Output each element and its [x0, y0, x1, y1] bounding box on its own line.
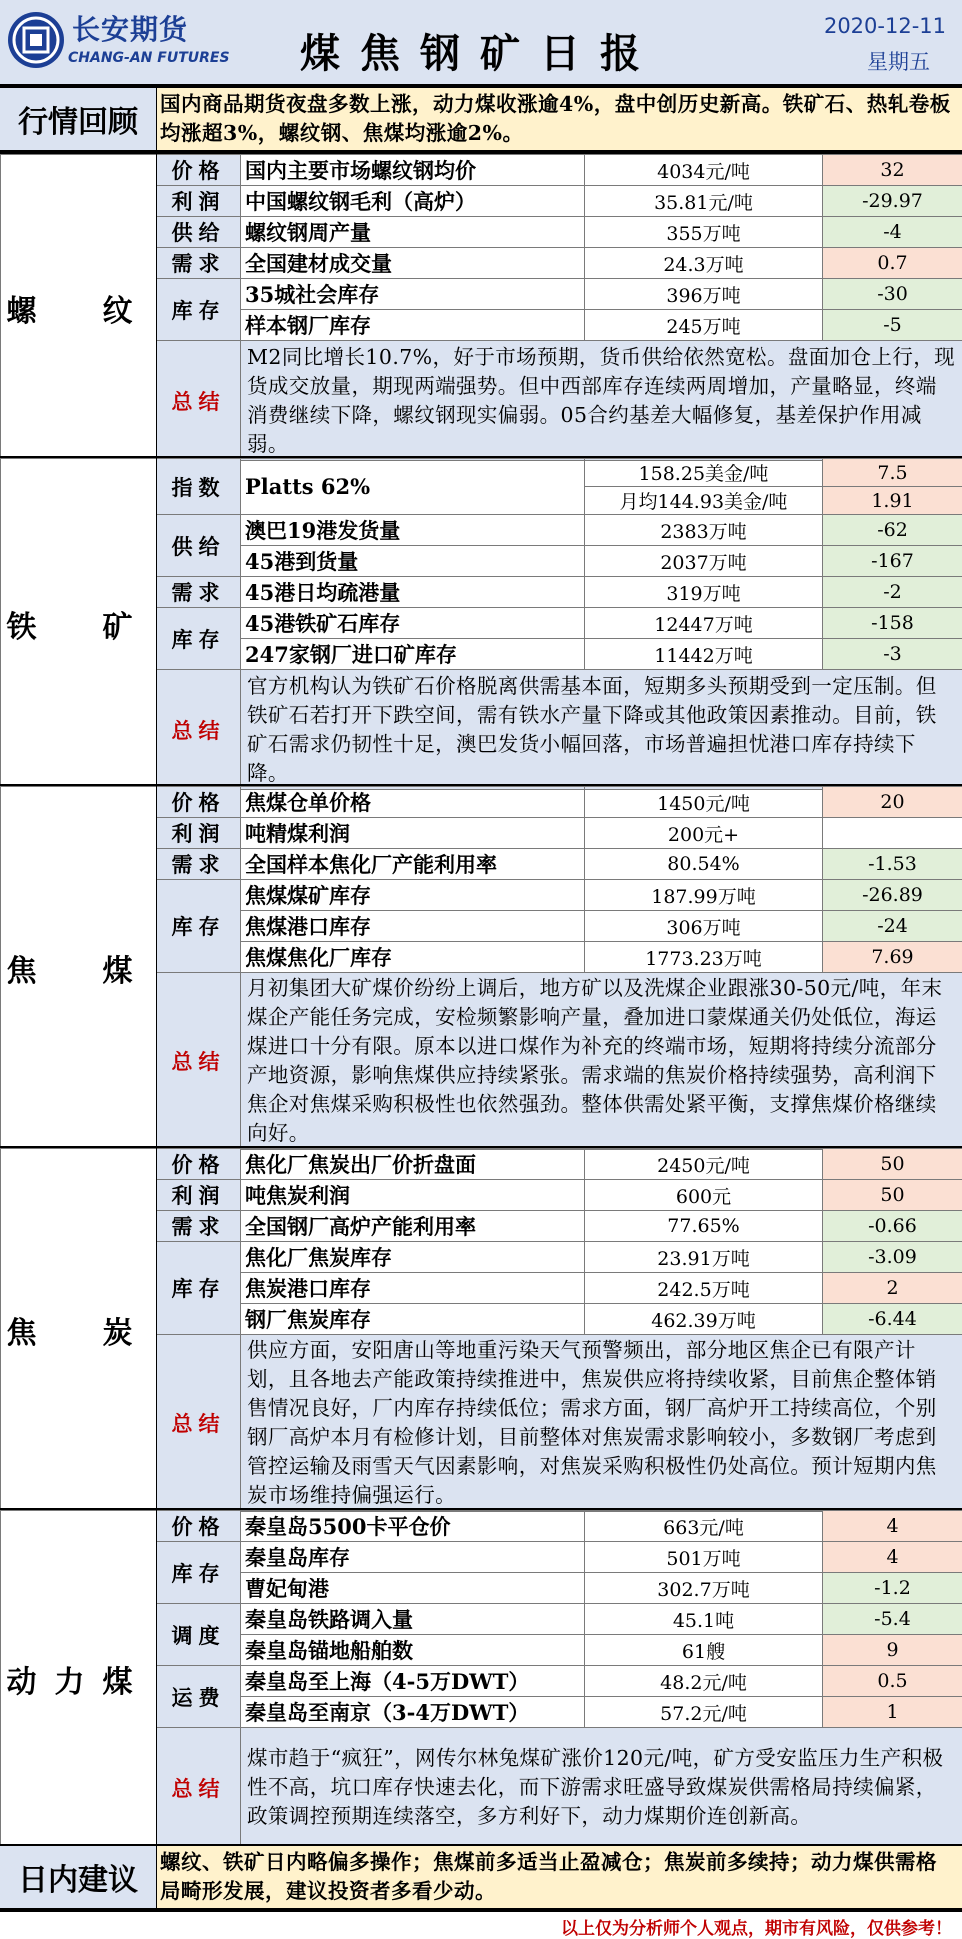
section-3: [0, 1146, 962, 1512]
indicator-change: -62: [823, 515, 962, 546]
indicator-change: -30: [823, 279, 962, 310]
company-name-cn: 长安期货: [72, 8, 188, 48]
indicator-change: 50: [823, 1180, 962, 1211]
indicator-value: 月均144.93美金/吨: [585, 487, 823, 515]
indicator-name: 焦煤港口库存: [241, 911, 585, 942]
indicator-value: 4034元/吨: [585, 155, 823, 186]
indicator-value: 355万吨: [585, 217, 823, 248]
report-date: 2020-12-11: [824, 14, 946, 38]
indicator-name: 秦皇岛5500卡平仓价: [241, 1511, 585, 1542]
indicator-value: 11442万吨: [585, 639, 823, 670]
table-row: [1, 459, 962, 487]
indicator-name: 秦皇岛库存: [241, 1542, 585, 1573]
indicator-change: 20: [823, 787, 962, 818]
indicator-name: 国内主要市场螺纹钢均价: [241, 155, 585, 186]
indicator-change: -0.66: [823, 1211, 962, 1242]
section-2: [0, 784, 962, 1150]
market-review-label: 行情回顾: [0, 88, 157, 150]
indicator-value: 45.1吨: [585, 1604, 823, 1635]
category-label: 需求: [157, 577, 241, 608]
section-1: [0, 456, 962, 790]
indicator-change: 9: [823, 1635, 962, 1666]
category-label: 需求: [157, 849, 241, 880]
indicator-value: 48.2元/吨: [585, 1666, 823, 1697]
category-label: 价格: [157, 155, 241, 186]
indicator-value: 245万吨: [585, 310, 823, 341]
indicator-name: 247家钢厂进口矿库存: [241, 639, 585, 670]
indicator-value: 57.2元/吨: [585, 1697, 823, 1728]
indicator-value: 2383万吨: [585, 515, 823, 546]
indicator-value: 600元: [585, 1180, 823, 1211]
indicator-name: 35城社会库存: [241, 279, 585, 310]
category-label: 价格: [157, 787, 241, 818]
indicator-name: 45港铁矿石库存: [241, 608, 585, 639]
indicator-name: 中国螺纹钢毛利（高炉）: [241, 186, 585, 217]
report-weekday: 星期五: [867, 46, 930, 76]
market-review: [0, 86, 962, 152]
intraday-advice-label: 日内建议: [0, 1846, 157, 1908]
indicator-name: 焦化厂焦炭库存: [241, 1242, 585, 1273]
category-label: 库存: [157, 1542, 241, 1604]
indicator-change: 1.91: [823, 487, 962, 515]
indicator-value: 663元/吨: [585, 1511, 823, 1542]
indicator-value: 1450元/吨: [585, 787, 823, 818]
category-label: 利润: [157, 818, 241, 849]
indicator-change: -1.53: [823, 849, 962, 880]
indicator-change: -2: [823, 577, 962, 608]
indicator-name: 秦皇岛锚地船舶数: [241, 1635, 585, 1666]
category-label: 库存: [157, 279, 241, 341]
indicator-value: 306万吨: [585, 911, 823, 942]
indicator-name: 焦煤煤矿库存: [241, 880, 585, 911]
indicator-name: 秦皇岛铁路调入量: [241, 1604, 585, 1635]
category-label: 库存: [157, 1242, 241, 1335]
indicator-name: 焦炭港口库存: [241, 1273, 585, 1304]
indicator-change: 50: [823, 1149, 962, 1180]
section-label: 螺 纹: [1, 155, 157, 461]
indicator-change: 7.5: [823, 459, 962, 487]
indicator-change: 0.7: [823, 248, 962, 279]
summary-label: 总结: [157, 670, 241, 790]
indicator-value: 319万吨: [585, 577, 823, 608]
category-label: 指数: [157, 459, 241, 515]
category-label: 供给: [157, 515, 241, 577]
category-label: 库存: [157, 880, 241, 973]
indicator-change: -24: [823, 911, 962, 942]
company-logo-icon: [6, 10, 66, 70]
market-review-text: 国内商品期货夜盘多数上涨，动力煤收涨逾4%，盘中创历史新高。铁矿石、热轧卷板均涨超3%，螺纹钢、焦煤均涨逾2%。: [160, 90, 956, 148]
section-label: 铁 矿: [1, 459, 157, 790]
indicator-name: 秦皇岛至南京（3-4万DWT）: [241, 1697, 585, 1728]
indicator-name: 钢厂焦炭库存: [241, 1304, 585, 1335]
table-row: [1, 1511, 962, 1542]
indicator-value: 242.5万吨: [585, 1273, 823, 1304]
indicator-value: 302.7万吨: [585, 1573, 823, 1604]
indicator-name: 澳巴19港发货量: [241, 515, 585, 546]
indicator-value: 158.25美金/吨: [585, 459, 823, 487]
table-row: [1, 1149, 962, 1180]
indicator-name: 焦煤焦化厂库存: [241, 942, 585, 973]
indicator-change: 0.5: [823, 1666, 962, 1697]
indicator-name: 吨焦炭利润: [241, 1180, 585, 1211]
indicator-value: 61艘: [585, 1635, 823, 1666]
indicator-change: -5.4: [823, 1604, 962, 1635]
indicator-change: -5: [823, 310, 962, 341]
disclaimer: [0, 1910, 962, 1936]
indicator-value: 35.81元/吨: [585, 186, 823, 217]
table-row: [1, 787, 962, 818]
section-0: [0, 152, 962, 461]
indicator-change: [823, 818, 962, 849]
indicator-value: 462.39万吨: [585, 1304, 823, 1335]
report-header: [0, 0, 962, 86]
summary-text: 煤市趋于“疯狂”，网传尔林兔煤矿涨价120元/吨，矿方受安监压力生产积极性不高，坑口库存快速去化，而下游需求旺盛导致煤炭供需格局持续偏紧，政策调控预期连续落空，多方利好下，动力煤期价连创新高。: [241, 1728, 962, 1848]
summary-label: 总结: [157, 1728, 241, 1848]
indicator-change: 7.69: [823, 942, 962, 973]
indicator-change: 2: [823, 1273, 962, 1304]
indicator-change: 1: [823, 1697, 962, 1728]
section-label: 焦 炭: [1, 1149, 157, 1512]
indicator-name: 吨精煤利润: [241, 818, 585, 849]
indicator-change: 32: [823, 155, 962, 186]
indicator-change: 4: [823, 1542, 962, 1573]
summary-text: M2同比增长10.7%，好于市场预期，货币供给依然宽松。盘面加仓上行，现货成交放量，期现两端强势。但中西部库存连续两周增加，产量略显，终端消费继续下降，螺纹钢现实偏弱。05合约基差大幅修复，基差保护作用减弱。: [241, 341, 962, 461]
indicator-value: 23.91万吨: [585, 1242, 823, 1273]
summary-label: 总结: [157, 973, 241, 1150]
indicator-value: 12447万吨: [585, 608, 823, 639]
indicator-name: 全国钢厂高炉产能利用率: [241, 1211, 585, 1242]
indicator-value: 2037万吨: [585, 546, 823, 577]
section-label: 动力煤: [1, 1511, 157, 1848]
indicator-value: 77.65%: [585, 1211, 823, 1242]
indicator-change: -26.89: [823, 880, 962, 911]
indicator-value: 2450元/吨: [585, 1149, 823, 1180]
section-4: [0, 1508, 962, 1848]
indicator-name: Platts 62%: [241, 459, 585, 515]
indicator-name: 焦煤仓单价格: [241, 787, 585, 818]
category-label: 需求: [157, 1211, 241, 1242]
table-row: [1, 155, 962, 186]
indicator-value: 187.99万吨: [585, 880, 823, 911]
category-label: 利润: [157, 186, 241, 217]
section-label: 焦 煤: [1, 787, 157, 1150]
indicator-change: -1.2: [823, 1573, 962, 1604]
summary-text: 月初集团大矿煤价纷纷上调后，地方矿以及洗煤企业跟涨30-50元/吨，年末煤企产能任务完成，安检频繁影响产量，叠加进口蒙煤通关仍处低位，海运煤进口十分有限。原本以进口煤作为补充的终端市场，短期将持续分流部分产地资源，影响焦煤供应持续紧张。需求端的焦炭价格持续强势，高利润下焦企对焦煤采购积极性也依然强劲。整体供需处紧平衡，支撑焦煤价格继续向好。: [241, 973, 962, 1150]
category-label: 运费: [157, 1666, 241, 1728]
indicator-value: 80.54%: [585, 849, 823, 880]
indicator-change: -167: [823, 546, 962, 577]
category-label: 库存: [157, 608, 241, 670]
company-name-en: CHANG-AN FUTURES: [68, 50, 230, 66]
report-title: 煤焦钢矿日报: [300, 22, 700, 79]
indicator-name: 45港日均疏港量: [241, 577, 585, 608]
summary-label: 总结: [157, 341, 241, 461]
indicator-change: -158: [823, 608, 962, 639]
intraday-advice-text: 螺纹、铁矿日内略偏多操作；焦煤前多适当止盈减仓；焦炭前多续持；动力煤供需格局畸形发展，建议投资者多看少动。: [160, 1848, 956, 1906]
indicator-change: -3: [823, 639, 962, 670]
indicator-name: 45港到货量: [241, 546, 585, 577]
summary-text: 官方机构认为铁矿石价格脱离供需基本面，短期多头预期受到一定压制。但铁矿石若打开下跌空间，需有铁水产量下降或其他政策因素推动。目前，铁矿石需求仍韧性十足，澳巴发货小幅回落，市场普遍担忧港口库存持续下降。: [241, 670, 962, 790]
indicator-value: 396万吨: [585, 279, 823, 310]
indicator-change: -29.97: [823, 186, 962, 217]
indicator-name: 螺纹钢周产量: [241, 217, 585, 248]
indicator-value: 24.3万吨: [585, 248, 823, 279]
category-label: 调度: [157, 1604, 241, 1666]
indicator-name: 曹妃甸港: [241, 1573, 585, 1604]
category-label: 需求: [157, 248, 241, 279]
indicator-change: 4: [823, 1511, 962, 1542]
category-label: 价格: [157, 1511, 241, 1542]
indicator-change: -3.09: [823, 1242, 962, 1273]
indicator-name: 样本钢厂库存: [241, 310, 585, 341]
indicator-change: -4: [823, 217, 962, 248]
indicator-value: 200元+: [585, 818, 823, 849]
indicator-name: 全国样本焦化厂产能利用率: [241, 849, 585, 880]
indicator-name: 全国建材成交量: [241, 248, 585, 279]
indicator-value: 501万吨: [585, 1542, 823, 1573]
indicator-value: 1773.23万吨: [585, 942, 823, 973]
indicator-name: 秦皇岛至上海（4-5万DWT）: [241, 1666, 585, 1697]
category-label: 供给: [157, 217, 241, 248]
intraday-advice: [0, 1844, 962, 1910]
summary-text: 供应方面，安阳唐山等地重污染天气预警频出，部分地区焦企已有限产计划，且各地去产能政策持续推进中，焦炭供应将持续收紧，目前焦企整体销售情况良好，厂内库存持续低位；需求方面，钢厂高炉开工持续高位，个别钢厂高炉本月有检修计划，目前整体对焦炭需求影响较小，多数钢厂考虑到管控运输及雨雪天气因素影响，对焦炭采购积极性仍处高位。预计短期内焦炭市场维持偏强运行。: [241, 1335, 962, 1512]
category-label: 价格: [157, 1149, 241, 1180]
category-label: 利润: [157, 1180, 241, 1211]
disclaimer-text: 以上仅为分析师个人观点，期市有风险，仅供参考！: [561, 1914, 952, 1939]
summary-label: 总结: [157, 1335, 241, 1512]
indicator-change: -6.44: [823, 1304, 962, 1335]
indicator-name: 焦化厂焦炭出厂价折盘面: [241, 1149, 585, 1180]
